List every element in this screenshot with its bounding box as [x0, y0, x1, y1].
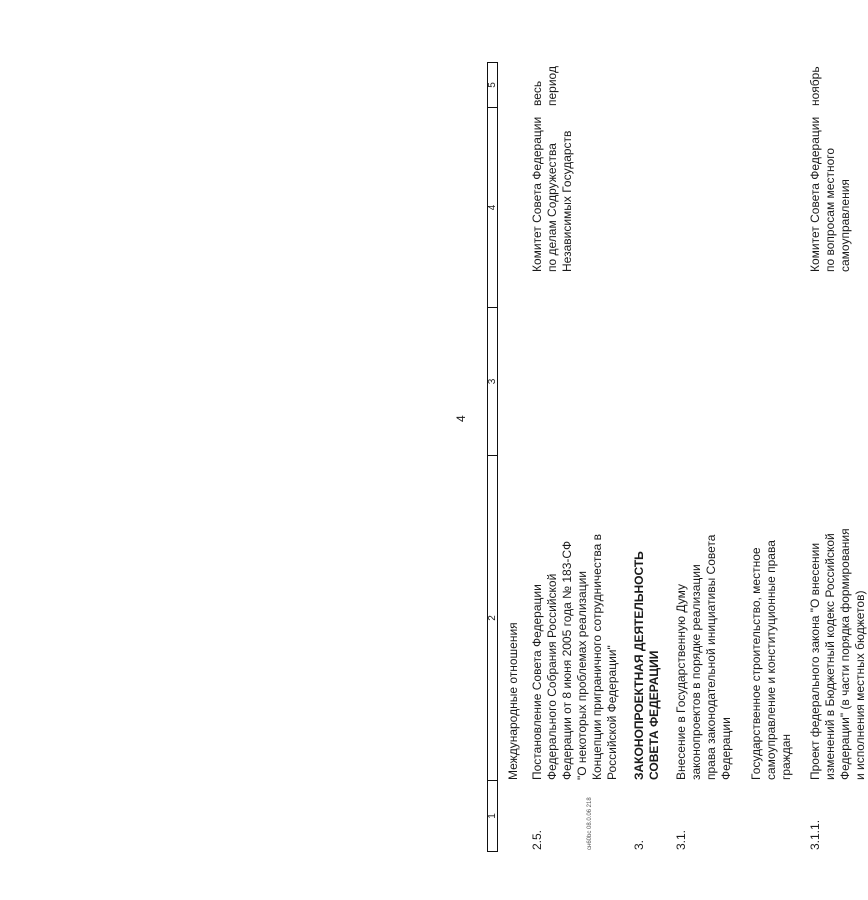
- section-title: Международные отношения: [506, 622, 520, 780]
- description-line: Концепции приграничного сотрудничества в: [590, 534, 604, 780]
- column-header-2: 2: [488, 456, 497, 781]
- description-line: Федерации" (в части порядка формирования: [838, 528, 852, 780]
- responsible-line: по вопросам местного: [823, 147, 837, 272]
- subsection-line: Государственное строительство, местное: [749, 547, 763, 780]
- description-line: Постановление Совета Федерации: [530, 584, 544, 780]
- description-line: Проект федерального закона "О внесении: [808, 542, 822, 780]
- responsible-line: самоуправления: [838, 179, 852, 272]
- rotated-page: [42, 40, 867, 860]
- scan-footer-note: сн60bc 08.0.06 218: [587, 797, 593, 850]
- description-line: законопроектов в порядке реализации: [689, 564, 703, 780]
- description-line: Федерации от 8 июня 2005 года № 183-СФ: [560, 540, 574, 780]
- description-line: права законодательной инициативы Совета: [704, 534, 718, 780]
- responsible-line: Независимых Государств: [560, 130, 574, 272]
- term-line: ноябрь: [808, 66, 822, 106]
- row-number: 3.1.: [674, 829, 688, 850]
- description-line: Федерального Собрания Российской: [545, 573, 559, 780]
- row-number: 2.5.: [530, 829, 544, 850]
- column-header-3: 3: [488, 308, 497, 456]
- column-header-4: 4: [488, 108, 497, 308]
- description-line: и исполнения местных бюджетов): [853, 590, 867, 780]
- section-heading-line: ЗАКОНОПРОЕКТНАЯ ДЕЯТЕЛЬНОСТЬ: [632, 551, 646, 780]
- description-line: "О некоторых проблемах реализации: [575, 571, 589, 780]
- description-line: Российской Федерации": [605, 645, 619, 780]
- term-line: период: [545, 66, 559, 106]
- column-number-row: [487, 62, 498, 852]
- description-line: Внесение в Государственную Думу: [674, 584, 688, 780]
- subsection-line: граждан: [779, 733, 793, 780]
- responsible-line: Комитет Совета Федерации: [808, 116, 822, 272]
- column-header-1: 1: [487, 813, 498, 819]
- responsible-line: по делам Содружества: [545, 143, 559, 272]
- description-line: изменений в Бюджетный кодекс Российской: [823, 533, 837, 780]
- description-line: Федерации: [719, 717, 733, 780]
- row-number: 3.: [632, 839, 646, 850]
- term-line: весь: [530, 80, 544, 106]
- page-number: 4: [454, 415, 468, 422]
- responsible-line: Комитет Совета Федерации: [530, 116, 544, 272]
- section-heading-line: СОВЕТА ФЕДЕРАЦИИ: [647, 650, 661, 780]
- subsection-line: самоуправление и конституционные права: [764, 540, 778, 780]
- column-header-5: 5: [488, 63, 497, 108]
- row-number: 3.1.1.: [808, 819, 822, 850]
